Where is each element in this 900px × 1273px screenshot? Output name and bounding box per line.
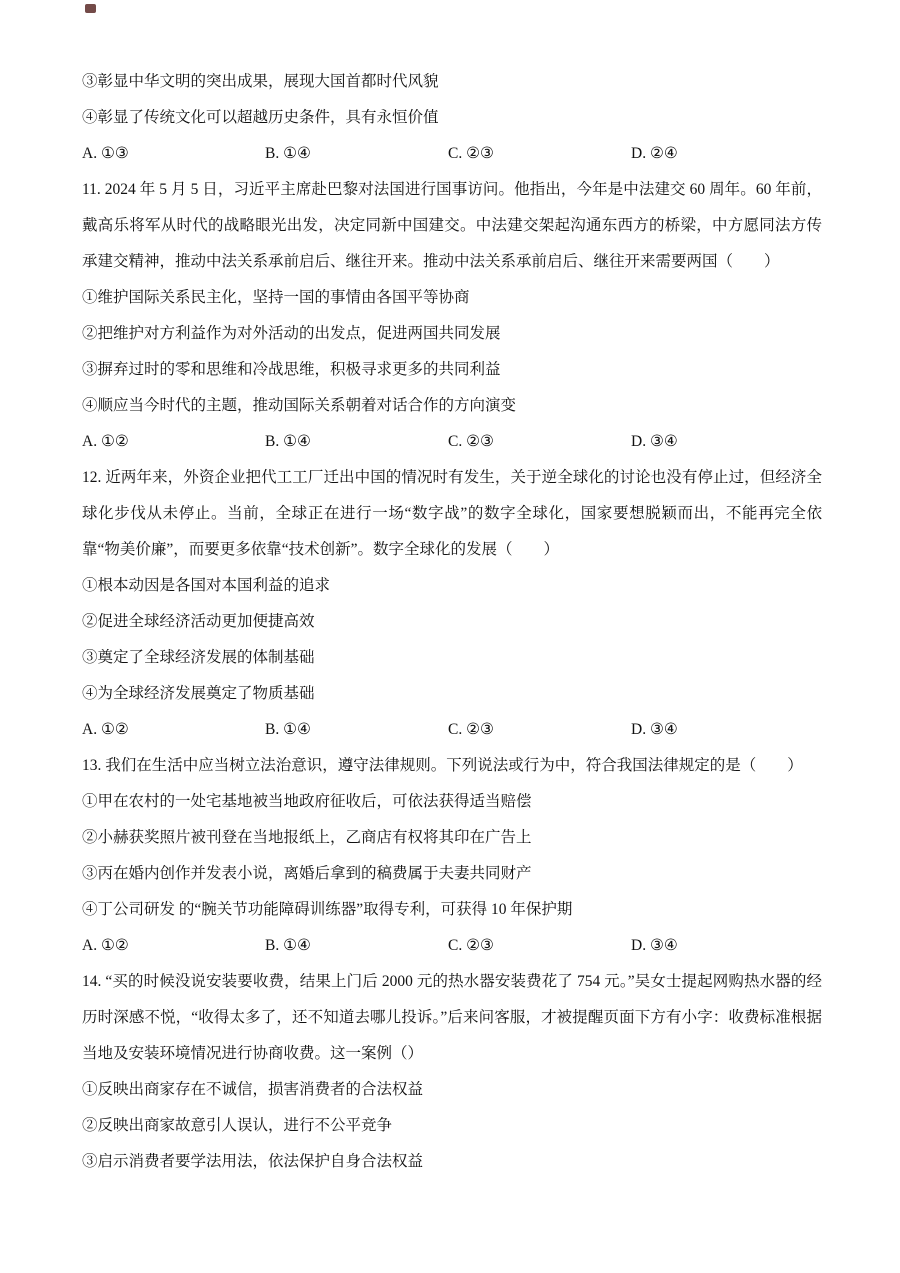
question-stem: 13. 我们在生活中应当树立法治意识，遵守法律规则。下列说法或行为中，符合我国法律规定的是（ ） — [82, 757, 803, 774]
question-item: ④为全球经济发展奠定了物质基础 — [82, 685, 315, 702]
question-item: ①反映出商家存在不诚信，损害消费者的合法权益 — [82, 1081, 424, 1098]
choices-row — [82, 136, 822, 172]
choice-option-C: C. ②③ — [448, 145, 494, 162]
question-stem: 11. 2024 年 5 月 5 日，习近平主席赴巴黎对法国进行国事访问。他指出，今年是中法建交 60 周年。60 年前，戴高乐将军从时代的战略眼光出发，决定同新中国建交。中法建交架起沟通东西方的桥梁，中方愿同法方传承建交精神，推动中法关系承前启后、继往开来。推动中法关系承前启后、继往开来需要两国（ ） — [82, 181, 822, 270]
question-block-4 — [82, 964, 822, 1180]
question-item: ②把维护对方利益作为对外活动的出发点，促进两国共同发展 — [82, 325, 501, 342]
choice-option-D: D. ②④ — [631, 145, 678, 162]
question-item: ④彰显了传统文化可以超越历史条件，具有永恒价值 — [82, 109, 439, 126]
question-stem: 12. 近两年来，外资企业把代工工厂迁出中国的情况时有发生，关于逆全球化的讨论也没有停止过，但经济全球化步伐从未停止。当前，全球正在进行一场“数字战”的数字全球化，国家要想脱颖而出，不能再完全依靠“物美价廉”，而要更多依靠“技术创新”。数字全球化的发展（ ） — [82, 469, 822, 558]
choice-option-D: D. ③④ — [631, 721, 678, 738]
choice-option-B: B. ①④ — [265, 937, 311, 954]
choice-option-D: D. ③④ — [631, 937, 678, 954]
choice-option-B: B. ①④ — [265, 145, 311, 162]
choice-option-A: A. ①③ — [82, 145, 129, 162]
choice-option-C: C. ②③ — [448, 937, 494, 954]
question-block-3 — [82, 748, 822, 964]
choice-option-B: B. ①④ — [265, 721, 311, 738]
choice-option-A: A. ①② — [82, 937, 129, 954]
choices-row — [82, 712, 822, 748]
choice-option-A: A. ①② — [82, 433, 129, 450]
choice-option-D: D. ③④ — [631, 433, 678, 450]
question-item: ③启示消费者要学法用法，依法保护自身合法权益 — [82, 1153, 424, 1170]
choices-row — [82, 424, 822, 460]
choices-row — [82, 928, 822, 964]
choice-option-C: C. ②③ — [448, 433, 494, 450]
choice-option-A: A. ①② — [82, 721, 129, 738]
question-item: ①根本动因是各国对本国利益的追求 — [82, 577, 331, 594]
question-item: ③奠定了全球经济发展的体制基础 — [82, 649, 315, 666]
question-item: ③丙在婚内创作并发表小说，离婚后拿到的稿费属于夫妻共同财产 — [82, 865, 532, 882]
question-block-2 — [82, 460, 822, 748]
question-item: ②反映出商家故意引人误认，进行不公平竞争 — [82, 1117, 393, 1134]
question-item: ①维护国际关系民主化，坚持一国的事情由各国平等协商 — [82, 289, 470, 306]
question-block-1 — [82, 172, 822, 460]
question-item: ②促进全球经济活动更加便捷高效 — [82, 613, 315, 630]
question-item: ③摒弃过时的零和思维和冷战思维，积极寻求更多的共同利益 — [82, 361, 501, 378]
choice-option-B: B. ①④ — [265, 433, 311, 450]
scan-artifact — [85, 4, 96, 13]
question-block-0 — [82, 64, 822, 172]
question-item: ①甲在农村的一处宅基地被当地政府征收后，可依法获得适当赔偿 — [82, 793, 532, 810]
question-stem: 14. “买的时候没说安装要收费，结果上门后 2000 元的热水器安装费花了 754 元。”吴女士提起网购热水器的经历时深感不悦，“收得太多了，还不知道去哪儿投诉。”后来问客服，才被提醒页面下方有小字：收费标准根据当地及安装环境情况进行协商收费。这一案例（） — [82, 973, 822, 1062]
choice-option-C: C. ②③ — [448, 721, 494, 738]
question-item: ④顺应当今时代的主题，推动国际关系朝着对话合作的方向演变 — [82, 397, 517, 414]
question-item: ④丁公司研发 的“腕关节功能障碍训练器”取得专利，可获得 10 年保护期 — [82, 901, 573, 918]
question-item: ③彰显中华文明的突出成果，展现大国首都时代风貌 — [82, 73, 439, 90]
question-item: ②小赫获奖照片被刊登在当地报纸上，乙商店有权将其印在广告上 — [82, 829, 532, 846]
